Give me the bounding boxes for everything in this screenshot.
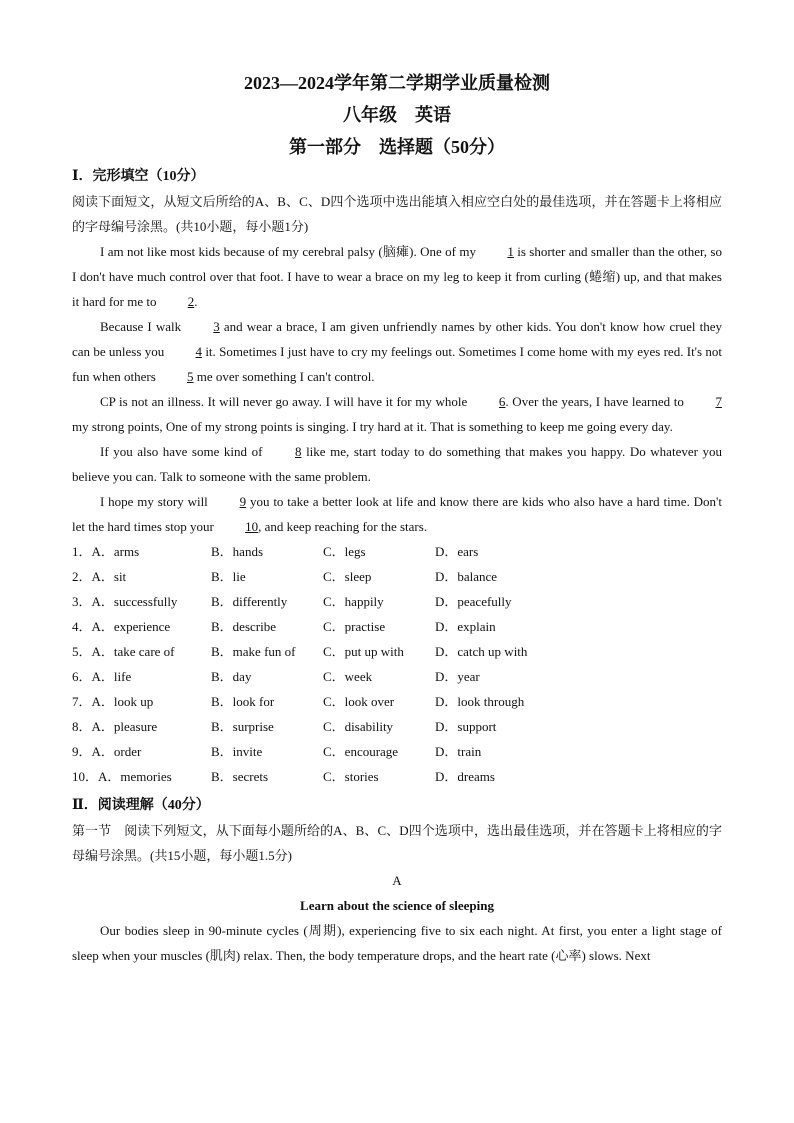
option-d: D．dreams xyxy=(435,769,495,784)
option-d: D．balance xyxy=(435,569,498,584)
cloze-options xyxy=(72,539,722,789)
blank-10: 10 xyxy=(245,519,259,534)
option-d: D．explain xyxy=(435,619,496,634)
option-row-10 xyxy=(72,764,722,789)
option-a: 3．A．successfully xyxy=(72,594,178,609)
section2-heading: Ⅱ．阅读理解（40分） xyxy=(72,798,210,813)
blank-4: 4 xyxy=(195,344,203,359)
option-d: D．year xyxy=(435,669,480,684)
option-c: C．put up with xyxy=(323,644,404,659)
option-row-3 xyxy=(72,589,722,614)
option-b: B．day xyxy=(211,669,252,684)
passage-paragraph: Our bodies sleep in 90-minute cycles (周期), experiencing five to six each night. At first, you enter a light stage of sleep when your muscles (肌肉) relax. Then, the body temperature drops, and the heart rate (心率) slows. Next xyxy=(72,923,722,963)
option-c: C．encourage xyxy=(323,744,399,759)
option-a: 7．A．look up xyxy=(72,694,154,709)
option-c: C．week xyxy=(323,669,373,684)
cloze-paragraph-2: Because I walk 3 and wear a brace, I am given unfriendly names by other kids. You don't know how cruel they can be unless you 4 it. Sometimes I just have to cry my feelings out. Sometimes I come home with my eyes red. It's not fun when others 5 me over something I can't control. xyxy=(72,314,722,389)
option-row-4 xyxy=(72,614,722,639)
blank-1: 1 xyxy=(507,244,514,259)
option-a: 5．A．take care of xyxy=(72,644,175,659)
option-c: C．disability xyxy=(323,719,394,734)
option-d: D．ears xyxy=(435,544,479,559)
passage-letter: A xyxy=(392,873,402,888)
option-b: B．look for xyxy=(211,694,275,709)
option-b: B．lie xyxy=(211,569,246,584)
blank-5: 5 xyxy=(187,369,194,384)
option-a: 4．A．experience xyxy=(72,619,171,634)
cloze-paragraph-4: If you also have some kind of 8 like me, start today to do something that makes you happy. Do whatever you believe you can. Talk to someone with the same problem. xyxy=(72,439,722,489)
option-a: 1．A．arms xyxy=(72,544,140,559)
option-a: 6．A．life xyxy=(72,669,132,684)
option-c: C．look over xyxy=(323,694,395,709)
blank-9: 9 xyxy=(239,494,247,509)
option-row-5 xyxy=(72,639,722,664)
option-b: B．invite xyxy=(211,744,263,759)
option-row-1 xyxy=(72,539,722,564)
exam-page xyxy=(72,70,722,968)
option-b: B．secrets xyxy=(211,769,269,784)
cloze-paragraph-5: I hope my story will 9 you to take a better look at life and know there are kids who also have a hard time. Don't let the hard times stop your 10, and keep reaching for the stars. xyxy=(72,489,722,539)
option-row-2 xyxy=(72,564,722,589)
blank-8: 8 xyxy=(295,444,302,459)
option-a: 2．A．sit xyxy=(72,569,127,584)
option-c: C．stories xyxy=(323,769,379,784)
option-c: C．happily xyxy=(323,594,384,609)
cloze-paragraph-3: CP is not an illness. It will never go away. I will have it for my whole 6. Over the years, I have learned to 7 my strong points, One of my strong points is singing. I try hard at it. That is something to keep me going every day. xyxy=(72,389,722,439)
option-b: B．differently xyxy=(211,594,288,609)
exam-title: 2023—2024学年第二学期学业质量检测 xyxy=(244,73,550,93)
option-d: D．train xyxy=(435,744,482,759)
option-c: C．sleep xyxy=(323,569,372,584)
option-b: B．surprise xyxy=(211,719,274,734)
option-d: D．look through xyxy=(435,694,525,709)
option-b: B．describe xyxy=(211,619,276,634)
blank-2: 2 xyxy=(187,294,195,309)
option-row-6 xyxy=(72,664,722,689)
blank-6: 6 xyxy=(498,394,506,409)
option-c: C．practise xyxy=(323,619,386,634)
option-a: 9．A．order xyxy=(72,744,142,759)
option-a: 8．A．pleasure xyxy=(72,719,158,734)
option-b: B．hands xyxy=(211,544,264,559)
option-d: D．catch up with xyxy=(435,644,528,659)
section2-instructions: 第一节 阅读下列短文，从下面每小题所给的A、B、C、D四个选项中，选出最佳选项，并在答题卡上将相应的字母编号涂黑。(共15小题，每小题1.5分) xyxy=(72,823,722,863)
section1-instructions: 阅读下面短文，从短文后所给的A、B、C、D四个选项中选出能填入相应空白处的最佳选项，并在答题卡上将相应的字母编号涂黑。(共10小题，每小题1分) xyxy=(72,194,722,234)
option-d: D．peacefully xyxy=(435,594,512,609)
option-c: C．legs xyxy=(323,544,366,559)
cloze-paragraph-1: I am not like most kids because of my cerebral palsy (脑瘫). One of my 1 is shorter and smaller than the other, so I don't have much control over that foot. I have to wear a brace on my leg to keep it from curling (蜷缩) up, and that makes it hard for me to 2. xyxy=(72,239,722,314)
option-row-7 xyxy=(72,689,722,714)
option-d: D．support xyxy=(435,719,497,734)
option-row-8 xyxy=(72,714,722,739)
option-a: 10．A．memories xyxy=(72,769,172,784)
blank-7: 7 xyxy=(715,394,723,409)
part-title: 第一部分 选择题（50分） xyxy=(289,137,505,157)
grade-subject: 八年级 英语 xyxy=(343,105,451,125)
option-b: B．make fun of xyxy=(211,644,296,659)
option-row-9 xyxy=(72,739,722,764)
blank-3: 3 xyxy=(213,319,220,334)
section1-heading: Ⅰ．完形填空（10分） xyxy=(72,169,205,184)
passage-title: Learn about the science of sleeping xyxy=(300,898,494,913)
